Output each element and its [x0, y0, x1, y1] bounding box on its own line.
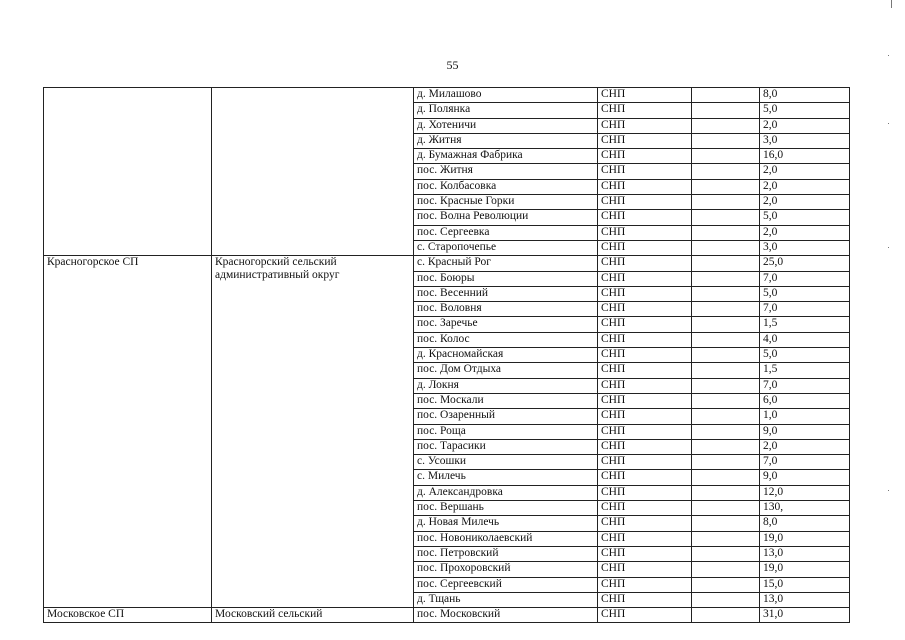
blank-cell	[692, 332, 760, 347]
value-cell: 3,0	[760, 240, 850, 255]
value-cell: 16,0	[760, 149, 850, 164]
edge-dot	[888, 123, 889, 124]
locality-type-cell: СНП	[598, 256, 692, 271]
value-cell: 13,0	[760, 546, 850, 561]
blank-cell	[692, 271, 760, 286]
blank-cell	[692, 608, 760, 623]
locality-name-cell: пос. Сергеевский	[414, 577, 598, 592]
locality-type-cell: СНП	[598, 501, 692, 516]
district-cell: Московский сельский	[212, 608, 414, 623]
blank-cell	[692, 179, 760, 194]
blank-cell	[692, 240, 760, 255]
locality-name-cell: пос. Житня	[414, 164, 598, 179]
locality-name-cell: пос. Московский	[414, 608, 598, 623]
locality-name-cell: пос. Воловня	[414, 302, 598, 317]
locality-name-cell: пос. Москали	[414, 393, 598, 408]
blank-cell	[692, 577, 760, 592]
locality-type-cell: СНП	[598, 378, 692, 393]
locality-type-cell: СНП	[598, 103, 692, 118]
value-cell: 5,0	[760, 210, 850, 225]
locality-type-cell: СНП	[598, 164, 692, 179]
locality-type-cell: СНП	[598, 317, 692, 332]
locality-type-cell: СНП	[598, 286, 692, 301]
locality-type-cell: СНП	[598, 240, 692, 255]
locality-name-cell: с. Старопочепье	[414, 240, 598, 255]
locality-name-cell: пос. Сергеевка	[414, 225, 598, 240]
locality-name-cell: пос. Новониколаевский	[414, 531, 598, 546]
locality-name-cell: пос. Колбасовка	[414, 179, 598, 194]
locality-name-cell: пос. Боюры	[414, 271, 598, 286]
locality-name-cell: пос. Озаренный	[414, 409, 598, 424]
value-cell: 6,0	[760, 393, 850, 408]
locality-name-cell: пос. Волна Революции	[414, 210, 598, 225]
settlement-cell: Московское СП	[44, 608, 212, 623]
table-row	[44, 256, 850, 271]
locality-type-cell: СНП	[598, 210, 692, 225]
locality-name-cell: д. Бумажная Фабрика	[414, 149, 598, 164]
blank-cell	[692, 562, 760, 577]
locality-type-cell: СНП	[598, 179, 692, 194]
blank-cell	[692, 424, 760, 439]
value-cell: 7,0	[760, 455, 850, 470]
locality-type-cell: СНП	[598, 118, 692, 133]
blank-cell	[692, 531, 760, 546]
value-cell: 3,0	[760, 133, 850, 148]
locality-name-cell: пос. Вершань	[414, 501, 598, 516]
table-row	[44, 608, 850, 623]
locality-name-cell: д. Полянка	[414, 103, 598, 118]
locality-type-cell: СНП	[598, 409, 692, 424]
edge-dot	[888, 490, 889, 491]
blank-cell	[692, 195, 760, 210]
locality-name-cell: пос. Весенний	[414, 286, 598, 301]
locality-name-cell: с. Красный Рог	[414, 256, 598, 271]
value-cell: 9,0	[760, 470, 850, 485]
locality-type-cell: СНП	[598, 133, 692, 148]
value-cell: 7,0	[760, 271, 850, 286]
value-cell: 5,0	[760, 103, 850, 118]
blank-cell	[692, 302, 760, 317]
locality-name-cell: с. Милечь	[414, 470, 598, 485]
blank-cell	[692, 133, 760, 148]
blank-cell	[692, 378, 760, 393]
blank-cell	[692, 439, 760, 454]
locality-name-cell: пос. Петровский	[414, 546, 598, 561]
value-cell: 1,0	[760, 409, 850, 424]
locality-type-cell: СНП	[598, 195, 692, 210]
blank-cell	[692, 286, 760, 301]
value-cell: 31,0	[760, 608, 850, 623]
locality-name-cell: д. Житня	[414, 133, 598, 148]
value-cell: 8,0	[760, 516, 850, 531]
settlements-table	[43, 87, 850, 623]
value-cell: 4,0	[760, 332, 850, 347]
value-cell: 7,0	[760, 378, 850, 393]
value-cell: 19,0	[760, 562, 850, 577]
blank-cell	[692, 210, 760, 225]
locality-name-cell: пос. Дом Отдыха	[414, 363, 598, 378]
blank-cell	[692, 592, 760, 607]
blank-cell	[692, 348, 760, 363]
value-cell: 2,0	[760, 439, 850, 454]
locality-type-cell: СНП	[598, 439, 692, 454]
value-cell: 7,0	[760, 302, 850, 317]
value-cell: 8,0	[760, 88, 850, 103]
blank-cell	[692, 317, 760, 332]
page-number: 55	[446, 58, 459, 72]
edge-dot	[888, 247, 889, 248]
value-cell: 5,0	[760, 286, 850, 301]
locality-type-cell: СНП	[598, 363, 692, 378]
blank-cell	[692, 409, 760, 424]
locality-type-cell: СНП	[598, 592, 692, 607]
locality-type-cell: СНП	[598, 470, 692, 485]
value-cell: 2,0	[760, 179, 850, 194]
locality-type-cell: СНП	[598, 225, 692, 240]
locality-type-cell: СНП	[598, 455, 692, 470]
edge-dot	[888, 55, 889, 56]
value-cell: 9,0	[760, 424, 850, 439]
value-cell: 12,0	[760, 485, 850, 500]
locality-type-cell: СНП	[598, 271, 692, 286]
value-cell: 2,0	[760, 164, 850, 179]
value-cell: 5,0	[760, 348, 850, 363]
locality-type-cell: СНП	[598, 88, 692, 103]
locality-name-cell: пос. Заречье	[414, 317, 598, 332]
locality-name-cell: пос. Роща	[414, 424, 598, 439]
value-cell: 2,0	[760, 118, 850, 133]
blank-cell	[692, 485, 760, 500]
locality-name-cell: д. Новая Милечь	[414, 516, 598, 531]
blank-cell	[692, 546, 760, 561]
locality-name-cell: пос. Колос	[414, 332, 598, 347]
locality-name-cell: д. Хотеничи	[414, 118, 598, 133]
blank-cell	[692, 393, 760, 408]
value-cell: 2,0	[760, 225, 850, 240]
table-body	[44, 88, 850, 623]
value-cell: 130,	[760, 501, 850, 516]
locality-name-cell: пос. Красные Горки	[414, 195, 598, 210]
blank-cell	[692, 149, 760, 164]
district-cell	[212, 88, 414, 256]
value-cell: 13,0	[760, 592, 850, 607]
locality-type-cell: СНП	[598, 348, 692, 363]
locality-name-cell: д. Красномайская	[414, 348, 598, 363]
locality-type-cell: СНП	[598, 562, 692, 577]
locality-type-cell: СНП	[598, 149, 692, 164]
locality-type-cell: СНП	[598, 485, 692, 500]
value-cell: 1,5	[760, 317, 850, 332]
locality-type-cell: СНП	[598, 608, 692, 623]
locality-name-cell: с. Усошки	[414, 455, 598, 470]
blank-cell	[692, 164, 760, 179]
value-cell: 25,0	[760, 256, 850, 271]
value-cell: 2,0	[760, 195, 850, 210]
locality-type-cell: СНП	[598, 424, 692, 439]
blank-cell	[692, 256, 760, 271]
locality-type-cell: СНП	[598, 332, 692, 347]
locality-type-cell: СНП	[598, 531, 692, 546]
locality-name-cell: д. Тщань	[414, 592, 598, 607]
blank-cell	[692, 363, 760, 378]
locality-name-cell: д. Милашово	[414, 88, 598, 103]
blank-cell	[692, 225, 760, 240]
locality-type-cell: СНП	[598, 577, 692, 592]
locality-name-cell: пос. Тарасики	[414, 439, 598, 454]
locality-name-cell: д. Локня	[414, 378, 598, 393]
settlement-cell	[44, 88, 212, 256]
locality-type-cell: СНП	[598, 302, 692, 317]
table-row	[44, 88, 850, 103]
locality-type-cell: СНП	[598, 393, 692, 408]
district-cell: Красногорский сельский административный округ	[212, 256, 414, 608]
locality-type-cell: СНП	[598, 546, 692, 561]
blank-cell	[692, 516, 760, 531]
locality-name-cell: д. Александровка	[414, 485, 598, 500]
value-cell: 1,5	[760, 363, 850, 378]
blank-cell	[692, 470, 760, 485]
settlement-cell: Красногорское СП	[44, 256, 212, 608]
value-cell: 19,0	[760, 531, 850, 546]
value-cell: 15,0	[760, 577, 850, 592]
blank-cell	[692, 455, 760, 470]
blank-cell	[692, 501, 760, 516]
blank-cell	[692, 88, 760, 103]
blank-cell	[692, 118, 760, 133]
locality-name-cell: пос. Прохоровский	[414, 562, 598, 577]
locality-type-cell: СНП	[598, 516, 692, 531]
edge-mark	[891, 0, 892, 8]
blank-cell	[692, 103, 760, 118]
